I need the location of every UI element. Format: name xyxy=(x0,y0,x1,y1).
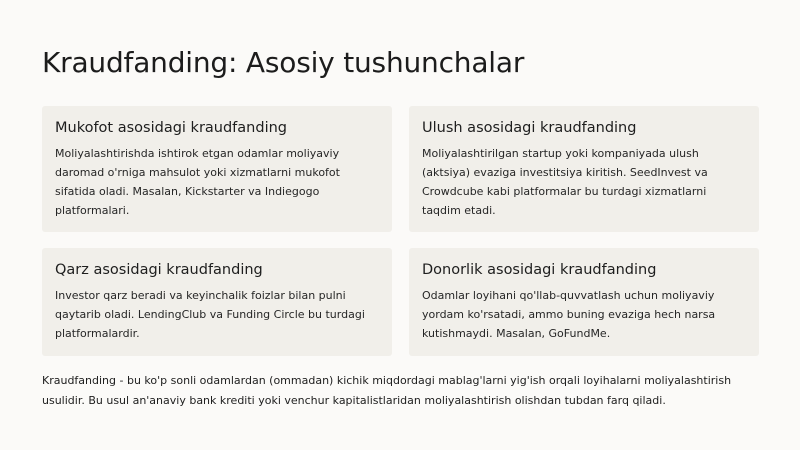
card-reward-crowdfunding xyxy=(42,106,392,232)
card-title: Ulush asosidagi kraudfanding xyxy=(422,120,637,136)
card-description: Moliyalashtirishda ishtirok etgan odamlar moliyaviy daromad o'rniga mahsulot yoki xizmatlarni mukofot sifatida oladi. Masalan, Kickstarter va Indiegogo platformalari. xyxy=(55,147,340,217)
card-debt-crowdfunding xyxy=(42,248,392,356)
cards-grid xyxy=(42,106,759,356)
card-description: Odamlar loyihani qo'llab-quvvatlash uchun moliyaviy yordam ko'rsatadi, ammo buning evaziga hech narsa kutishmaydi. Masalan, GoFundMe. xyxy=(422,289,716,340)
card-equity-crowdfunding xyxy=(409,106,759,232)
card-description: Moliyalashtirilgan startup yoki kompaniyada ulush (aktsiya) evaziga investitsiya kiritish. SeedInvest va Crowdcube kabi platformalar bu turdagi xizmatlarni taqdim etadi. xyxy=(422,147,708,217)
card-title: Mukofot asosidagi kraudfanding xyxy=(55,120,287,136)
summary-text: Kraudfanding - bu ko'p sonli odamlardan (ommadan) kichik miqdordagi mablag'larni yig'ish orqali loyihalarni moliyalashtirish usulidir. Bu usul an'anaviy bank krediti yoki venchur kapitalistlaridan moliyalashtirish olishdan tubdan farq qiladi. xyxy=(42,374,732,407)
card-title: Donorlik asosidagi kraudfanding xyxy=(422,262,657,278)
card-donation-crowdfunding xyxy=(409,248,759,356)
card-description: Investor qarz beradi va keyinchalik foizlar bilan pulni qaytarib oladi. LendingClub va Funding Circle bu turdagi platformalardir. xyxy=(55,289,365,340)
slide-title: Kraudfanding: Asosiy tushunchalar xyxy=(42,46,525,79)
card-title: Qarz asosidagi kraudfanding xyxy=(55,262,263,278)
